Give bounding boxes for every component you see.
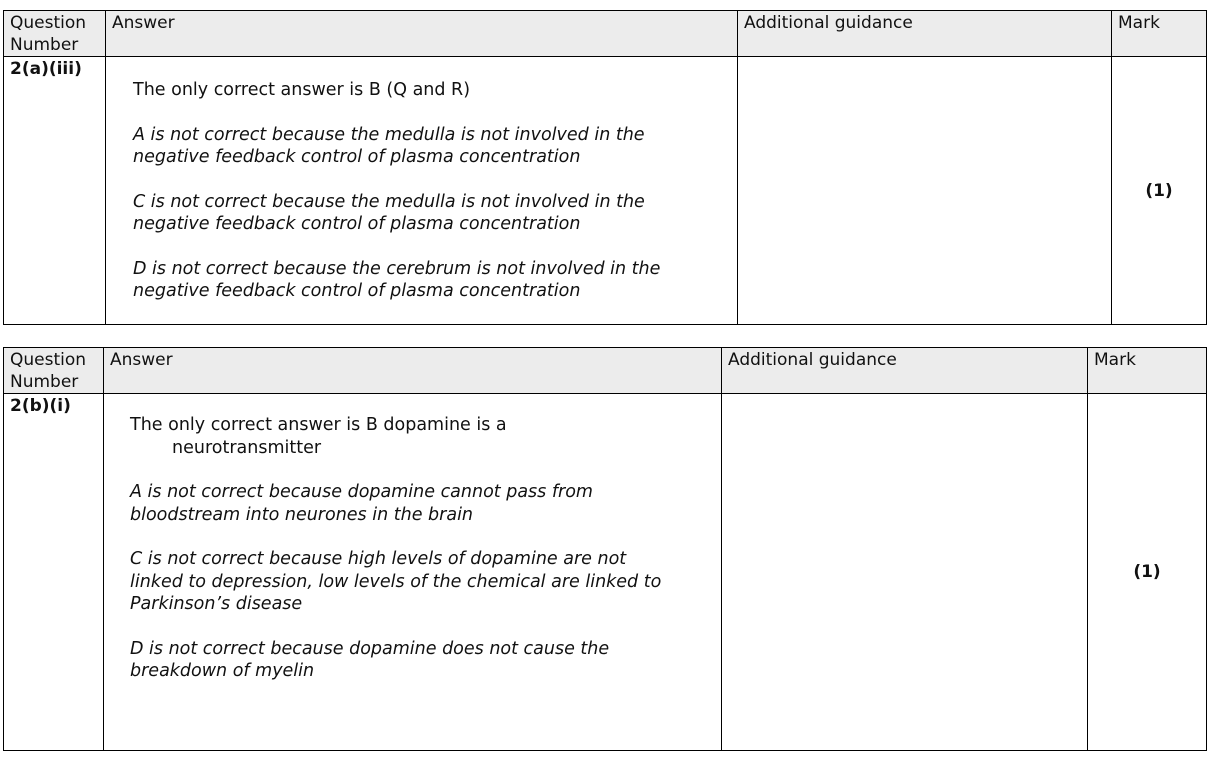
header-question-number: Question Number (4, 348, 104, 394)
answer-cell (104, 394, 722, 751)
header-mark: Mark (1112, 11, 1207, 57)
mark-scheme-table-2a-iii (3, 10, 1207, 325)
header-mark: Mark (1088, 348, 1207, 394)
correct-answer-line-2: neurotransmitter (172, 437, 322, 458)
answer-cell (106, 57, 738, 325)
reason-c: C is not correct because high levels of dopamine are not linked to depression, low levels of the chemical are linked to Parkinson’s disease (130, 549, 662, 614)
correct-answer (130, 414, 701, 459)
question-row (4, 57, 1207, 325)
header-answer: Answer (104, 348, 722, 394)
guidance-cell (738, 57, 1112, 325)
correct-answer-line-1: The only correct answer is B dopamine is a (130, 415, 507, 435)
reason-a: A is not correct because dopamine cannot pass from bloodstream into neurones in the brain (130, 482, 593, 525)
mark-value: (1) (1112, 57, 1207, 325)
header-additional-guidance: Additional guidance (738, 11, 1112, 57)
mark-value: (1) (1088, 394, 1207, 751)
reason-d: D is not correct because the cerebrum is not involved in the negative feedback control of plasma concentration (133, 258, 661, 301)
header-row (4, 11, 1207, 57)
reason-c: C is not correct because the medulla is not involved in the negative feedback control of plasma concentration (133, 191, 645, 234)
question-number: 2(a)(iii) (4, 57, 106, 325)
mark-scheme-table-2b-i (3, 347, 1207, 751)
correct-answer: The only correct answer is B (Q and R) (133, 80, 471, 100)
header-additional-guidance: Additional guidance (722, 348, 1088, 394)
question-number: 2(b)(i) (4, 394, 104, 751)
header-question-number: Question Number (4, 11, 106, 57)
reason-d: D is not correct because dopamine does not cause the breakdown of myelin (130, 638, 610, 681)
header-answer: Answer (106, 11, 738, 57)
guidance-cell (722, 394, 1088, 751)
header-row (4, 348, 1207, 394)
question-row (4, 394, 1207, 751)
reason-a: A is not correct because the medulla is not involved in the negative feedback control of plasma concentration (133, 124, 645, 167)
